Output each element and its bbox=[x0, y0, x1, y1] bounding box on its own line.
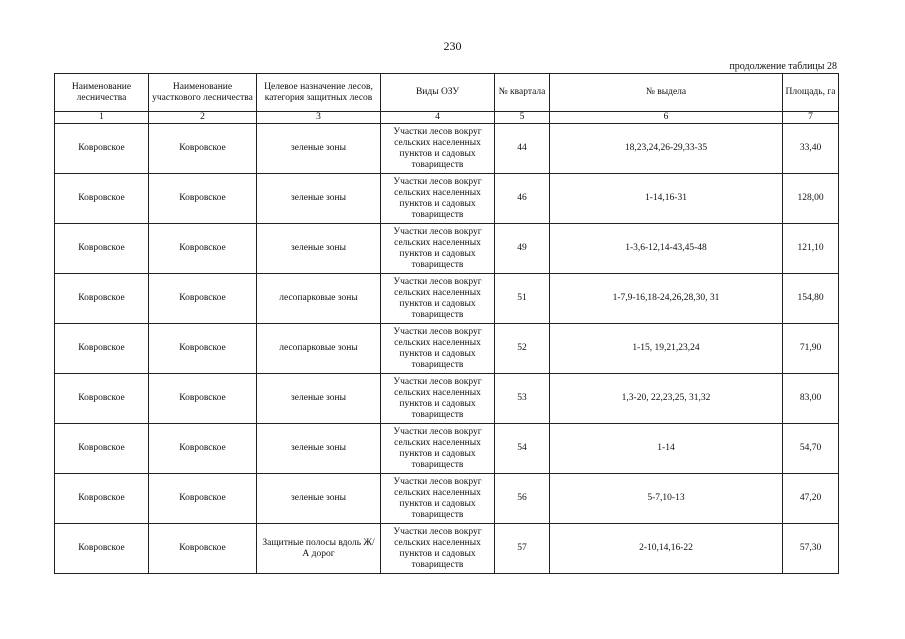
cell-plots: 1-14 bbox=[550, 424, 783, 474]
column-number: 3 bbox=[257, 112, 381, 124]
cell-quarter: 54 bbox=[495, 424, 550, 474]
cell-quarter: 51 bbox=[495, 274, 550, 324]
cell-ozu-type: Участки лесов вокруг сельских населенных пунктов и садовых товариществ bbox=[381, 174, 495, 224]
cell-area: 121,10 bbox=[783, 224, 839, 274]
cell-forestry: Ковровское bbox=[55, 474, 149, 524]
table-row bbox=[55, 374, 839, 424]
cell-district: Ковровское bbox=[149, 174, 257, 224]
cell-quarter: 44 bbox=[495, 124, 550, 174]
cell-purpose: зеленые зоны bbox=[257, 124, 381, 174]
cell-plots: 1-14,16-31 bbox=[550, 174, 783, 224]
cell-purpose: зеленые зоны bbox=[257, 474, 381, 524]
cell-district: Ковровское bbox=[149, 374, 257, 424]
cell-quarter: 53 bbox=[495, 374, 550, 424]
cell-forestry: Ковровское bbox=[55, 324, 149, 374]
cell-district: Ковровское bbox=[149, 274, 257, 324]
cell-ozu-type: Участки лесов вокруг сельских населенных пунктов и садовых товариществ bbox=[381, 374, 495, 424]
column-number: 1 bbox=[55, 112, 149, 124]
cell-ozu-type: Участки лесов вокруг сельских населенных пунктов и садовых товариществ bbox=[381, 324, 495, 374]
cell-purpose: зеленые зоны bbox=[257, 224, 381, 274]
cell-forestry: Ковровское bbox=[55, 124, 149, 174]
header-forestry: Наименование лесничества bbox=[55, 74, 149, 112]
table-row bbox=[55, 474, 839, 524]
cell-district: Ковровское bbox=[149, 524, 257, 574]
table-row bbox=[55, 424, 839, 474]
table-continuation-label: продолжение таблицы 28 bbox=[729, 61, 837, 72]
column-number: 4 bbox=[381, 112, 495, 124]
cell-plots: 18,23,24,26-29,33-35 bbox=[550, 124, 783, 174]
cell-plots: 1-15, 19,21,23,24 bbox=[550, 324, 783, 374]
column-number: 6 bbox=[550, 112, 783, 124]
cell-forestry: Ковровское bbox=[55, 374, 149, 424]
cell-forestry: Ковровское bbox=[55, 424, 149, 474]
cell-quarter: 49 bbox=[495, 224, 550, 274]
cell-forestry: Ковровское bbox=[55, 224, 149, 274]
forest-table bbox=[54, 73, 839, 574]
cell-purpose: зеленые зоны bbox=[257, 424, 381, 474]
cell-quarter: 57 bbox=[495, 524, 550, 574]
cell-plots: 1,3-20, 22,23,25, 31,32 bbox=[550, 374, 783, 424]
cell-plots: 2-10,14,16-22 bbox=[550, 524, 783, 574]
header-area: Площадь, га bbox=[783, 74, 839, 112]
cell-area: 57,30 bbox=[783, 524, 839, 574]
cell-district: Ковровское bbox=[149, 424, 257, 474]
table-row bbox=[55, 524, 839, 574]
header-purpose: Целевое назначение лесов, категория защитных лесов bbox=[257, 74, 381, 112]
cell-district: Ковровское bbox=[149, 124, 257, 174]
cell-ozu-type: Участки лесов вокруг сельских населенных пунктов и садовых товариществ bbox=[381, 524, 495, 574]
cell-quarter: 46 bbox=[495, 174, 550, 224]
header-plots: № выдела bbox=[550, 74, 783, 112]
cell-quarter: 52 bbox=[495, 324, 550, 374]
cell-area: 128,00 bbox=[783, 174, 839, 224]
column-number: 5 bbox=[495, 112, 550, 124]
cell-ozu-type: Участки лесов вокруг сельских населенных пунктов и садовых товариществ bbox=[381, 124, 495, 174]
header-ozu: Виды ОЗУ bbox=[381, 74, 495, 112]
table-row bbox=[55, 124, 839, 174]
cell-purpose: зеленые зоны bbox=[257, 174, 381, 224]
cell-area: 54,70 bbox=[783, 424, 839, 474]
cell-quarter: 56 bbox=[495, 474, 550, 524]
cell-ozu-type: Участки лесов вокруг сельских населенных пунктов и садовых товариществ bbox=[381, 424, 495, 474]
cell-purpose: зеленые зоны bbox=[257, 374, 381, 424]
cell-purpose: лесопарковые зоны bbox=[257, 274, 381, 324]
table-row bbox=[55, 324, 839, 374]
table-row bbox=[55, 274, 839, 324]
header-quarter: № квартала bbox=[495, 74, 550, 112]
cell-plots: 1-3,6-12,14-43,45-48 bbox=[550, 224, 783, 274]
cell-district: Ковровское bbox=[149, 224, 257, 274]
cell-forestry: Ковровское bbox=[55, 524, 149, 574]
header-row bbox=[55, 74, 839, 112]
cell-area: 47,20 bbox=[783, 474, 839, 524]
header-district: Наименование участкового лесничества bbox=[149, 74, 257, 112]
cell-area: 71,90 bbox=[783, 324, 839, 374]
cell-area: 83,00 bbox=[783, 374, 839, 424]
table-body bbox=[55, 124, 839, 574]
cell-forestry: Ковровское bbox=[55, 274, 149, 324]
cell-district: Ковровское bbox=[149, 324, 257, 374]
cell-area: 33,40 bbox=[783, 124, 839, 174]
cell-purpose: лесопарковые зоны bbox=[257, 324, 381, 374]
column-number-row bbox=[55, 112, 839, 124]
column-number: 7 bbox=[783, 112, 839, 124]
cell-plots: 5-7,10-13 bbox=[550, 474, 783, 524]
cell-plots: 1-7,9-16,18-24,26,28,30, 31 bbox=[550, 274, 783, 324]
cell-area: 154,80 bbox=[783, 274, 839, 324]
cell-ozu-type: Участки лесов вокруг сельских населенных пунктов и садовых товариществ bbox=[381, 224, 495, 274]
table-row bbox=[55, 224, 839, 274]
table-row bbox=[55, 174, 839, 224]
cell-purpose: Защитные полосы вдоль Ж/А дорог bbox=[257, 524, 381, 574]
column-number: 2 bbox=[149, 112, 257, 124]
page-number: 230 bbox=[443, 39, 462, 53]
cell-district: Ковровское bbox=[149, 474, 257, 524]
cell-ozu-type: Участки лесов вокруг сельских населенных пунктов и садовых товариществ bbox=[381, 474, 495, 524]
cell-ozu-type: Участки лесов вокруг сельских населенных пунктов и садовых товариществ bbox=[381, 274, 495, 324]
cell-forestry: Ковровское bbox=[55, 174, 149, 224]
